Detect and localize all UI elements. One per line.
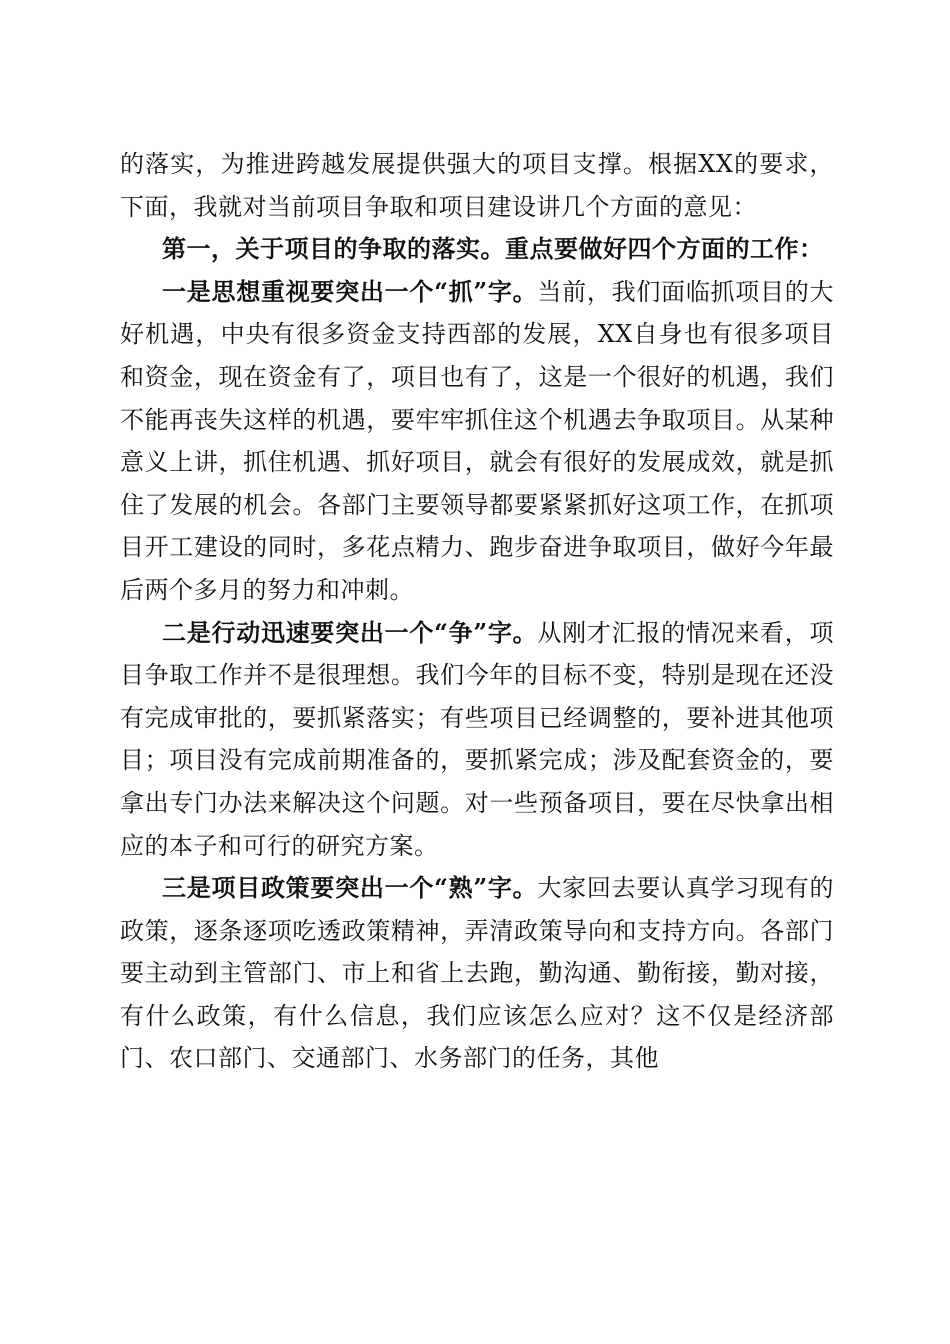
paragraph-point-three xyxy=(120,867,834,1080)
paragraph-point-one xyxy=(120,271,834,612)
paragraph-continuation xyxy=(120,143,834,228)
point-lead: 二是行动迅速要突出一个“争”字。 xyxy=(162,617,538,647)
paragraph-section-one xyxy=(120,228,834,271)
paragraph-text: 从刚才汇报的情况来看，项目争取工作并不是很理想。我们今年的目标不变，特别是现在还没有完成审批的，要抓紧落实；有些项目已经调整的，要补进其他项目；项目没有完成前期准备的，要抓紧完成；涉及配套资金的，要拿出专门办法来解决这个问题。对一些预备项目，要在尽快拿出相应的本子和可行的研究方案。 xyxy=(120,618,835,860)
point-lead: 三是项目政策要突出一个“熟”字。 xyxy=(162,873,538,903)
point-lead: 一是思想重视要突出一个“抓”字。 xyxy=(162,276,538,306)
paragraph-text: 当前，我们面临抓项目的大好机遇，中央有很多资金支持西部的发展，XX自身也有很多项目和资金，现在资金有了，项目也有了，这是一个很好的机遇，我们不能再丧失这样的机遇，要牢牢抓住这个机遇去争取项目。从某种意义上讲，抓住机遇、抓好项目，就会有很好的发展成效，就是抓住了发展的机会。各部门主要领导都要紧紧抓好这项工作，在抓项目开工建设的同时，多花点精力、跑步奋进争取项目，做好今年最后两个多月的努力和冲刺。 xyxy=(120,277,835,604)
document-body xyxy=(120,143,834,1080)
section-heading: 第一，关于项目的争取的落实。 xyxy=(162,234,505,264)
paragraph-point-two xyxy=(120,612,834,868)
paragraph-text: 的落实，为推进跨越发展提供强大的项目支撑。根据XX的要求，下面，我就对当前项目争取和项目建设讲几个方面的意见： xyxy=(120,150,834,221)
paragraph-text: 重点要做好四个方面的工作： xyxy=(505,234,824,264)
paragraph-text: 大家回去要认真学习现有的政策，逐条逐项吃透政策精神，弄清政策导向和支持方向。各部门要主动到主管部门、市上和省上去跑，勤沟通、勤衔接，勤对接，有什么政策，有什么信息，我们应该怎么应对？这不仅是经济部门、农口部门、交通部门、水务部门的任务，其他 xyxy=(120,874,835,1073)
